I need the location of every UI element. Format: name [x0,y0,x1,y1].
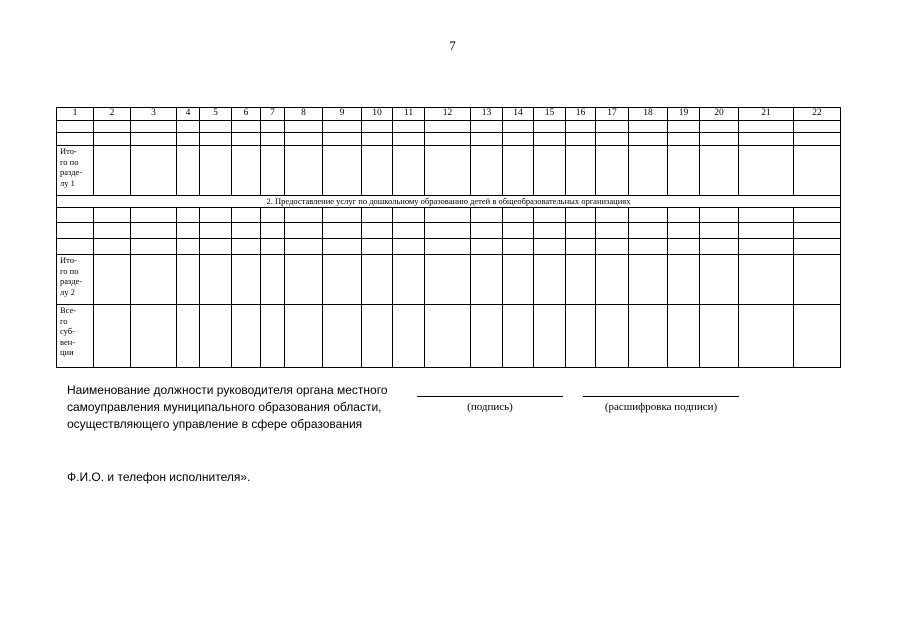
table-cell[interactable] [285,208,323,223]
total-section-2-label: Ито- го по разде- лу 2 [57,255,94,305]
table-cell[interactable] [94,305,131,368]
table-cell[interactable] [232,305,261,368]
table-cell[interactable] [566,255,596,305]
table-cell[interactable] [285,133,323,146]
table-cell[interactable] [131,121,177,133]
table-cell[interactable] [200,121,232,133]
table-cell[interactable] [471,223,503,239]
table-cell[interactable] [596,255,629,305]
table-row [57,121,841,133]
table-cell[interactable] [57,239,94,255]
grand-total-label: Все- го суб- вен- ции [57,305,94,368]
table-cell[interactable] [534,121,566,133]
column-header-21: 21 [739,108,794,121]
table-cell[interactable] [57,208,94,223]
column-header-15: 15 [534,108,566,121]
signature-caption: (подпись) [467,401,513,413]
table-cell[interactable] [503,223,534,239]
table-cell[interactable] [668,208,700,223]
table-cell[interactable] [261,255,285,305]
table-cell[interactable] [232,146,261,196]
column-header-17: 17 [596,108,629,121]
column-header-9: 9 [323,108,362,121]
table-cell[interactable] [425,239,471,255]
table-cell[interactable] [596,305,629,368]
column-header-6: 6 [232,108,261,121]
table-cell[interactable] [794,255,841,305]
total-section-2-row [57,255,841,305]
table-cell[interactable] [596,223,629,239]
column-header-12: 12 [425,108,471,121]
table-cell[interactable] [393,223,425,239]
table-cell[interactable] [739,239,794,255]
table-cell[interactable] [700,255,739,305]
table-cell[interactable] [534,239,566,255]
table-cell[interactable] [57,223,94,239]
column-header-5: 5 [200,108,232,121]
table-cell[interactable] [425,121,471,133]
table-cell[interactable] [566,133,596,146]
table-cell[interactable] [200,133,232,146]
table-cell[interactable] [629,239,668,255]
table-cell[interactable] [285,146,323,196]
table-cell[interactable] [393,305,425,368]
section-2-header-row [57,196,841,208]
table-cell[interactable] [668,305,700,368]
table-cell[interactable] [794,239,841,255]
column-header-14: 14 [503,108,534,121]
table-cell[interactable] [739,255,794,305]
table-cell[interactable] [629,305,668,368]
table-cell[interactable] [131,305,177,368]
table-cell[interactable] [323,133,362,146]
table-cell[interactable] [425,208,471,223]
column-header-4: 4 [177,108,200,121]
table-cell[interactable] [739,133,794,146]
table-cell[interactable] [700,146,739,196]
table-cell[interactable] [425,223,471,239]
table-cell[interactable] [94,133,131,146]
table-cell[interactable] [362,121,393,133]
table-cell[interactable] [131,146,177,196]
page-number: 7 [449,38,456,53]
table-cell[interactable] [285,239,323,255]
table-cell[interactable] [94,121,131,133]
column-header-3: 3 [131,108,177,121]
section-2-title: 2. Предоставление услуг по дошкольному образованию детей в общеобразовательных организациях [57,196,841,208]
table-cell[interactable] [739,305,794,368]
table-cell[interactable] [200,239,232,255]
table-cell[interactable] [503,255,534,305]
table-cell[interactable] [566,146,596,196]
table-cell[interactable] [534,208,566,223]
table-cell[interactable] [393,146,425,196]
table-cell[interactable] [629,223,668,239]
table-row [57,133,841,146]
table-cell[interactable] [629,121,668,133]
table-cell[interactable] [534,305,566,368]
table-cell[interactable] [362,146,393,196]
table-cell[interactable] [566,223,596,239]
table-cell[interactable] [232,223,261,239]
column-header-10: 10 [362,108,393,121]
table-cell[interactable] [261,223,285,239]
table-cell[interactable] [425,255,471,305]
table-cell[interactable] [232,208,261,223]
table-cell[interactable] [566,121,596,133]
table-cell[interactable] [94,239,131,255]
head-position-text: Наименование должности руководителя органа местного самоуправления муниципального образования области, осуществляющего управление в сфере образования [67,383,388,431]
table-cell[interactable] [261,305,285,368]
table-cell[interactable] [700,239,739,255]
table-cell[interactable] [131,208,177,223]
table-cell[interactable] [261,146,285,196]
table-cell[interactable] [471,121,503,133]
column-header-18: 18 [629,108,668,121]
table-cell[interactable] [503,121,534,133]
table-cell[interactable] [425,146,471,196]
table-cell[interactable] [177,239,200,255]
grand-total-row [57,305,841,368]
table-cell[interactable] [534,223,566,239]
table-cell[interactable] [177,121,200,133]
table-cell[interactable] [425,305,471,368]
table-cell[interactable] [131,239,177,255]
table-cell[interactable] [629,208,668,223]
table-cell[interactable] [794,146,841,196]
table-cell[interactable] [131,133,177,146]
table-cell[interactable] [232,239,261,255]
table-cell[interactable] [94,223,131,239]
column-header-row [57,108,841,121]
table-cell[interactable] [503,146,534,196]
table-cell[interactable] [393,121,425,133]
table-row [57,223,841,239]
table-cell[interactable] [629,146,668,196]
table-cell[interactable] [503,208,534,223]
table-cell[interactable] [323,223,362,239]
table-cell[interactable] [131,223,177,239]
table-cell[interactable] [668,121,700,133]
table-cell[interactable] [393,133,425,146]
column-header-16: 16 [566,108,596,121]
table-cell[interactable] [668,239,700,255]
table-cell[interactable] [362,133,393,146]
table-cell[interactable] [794,305,841,368]
table-cell[interactable] [700,133,739,146]
table-cell[interactable] [566,239,596,255]
table-cell[interactable] [794,223,841,239]
column-header-11: 11 [393,108,425,121]
table-cell[interactable] [739,223,794,239]
signature-transcript-line[interactable] [583,396,739,397]
column-header-7: 7 [261,108,285,121]
column-header-19: 19 [668,108,700,121]
table-cell[interactable] [285,255,323,305]
table-cell[interactable] [57,133,94,146]
table-cell[interactable] [177,305,200,368]
table-cell[interactable] [261,133,285,146]
table-cell[interactable] [700,305,739,368]
table-cell[interactable] [534,133,566,146]
table-cell[interactable] [285,223,323,239]
table-cell[interactable] [534,146,566,196]
table-cell[interactable] [739,121,794,133]
table-cell[interactable] [596,133,629,146]
table-cell[interactable] [471,208,503,223]
table-cell[interactable] [323,255,362,305]
table-cell[interactable] [362,239,393,255]
table-cell[interactable] [200,208,232,223]
table-cell[interactable] [503,133,534,146]
table-cell[interactable] [596,121,629,133]
table-cell[interactable] [700,121,739,133]
table-cell[interactable] [393,208,425,223]
table-cell[interactable] [261,121,285,133]
table-cell[interactable] [629,133,668,146]
table-cell[interactable] [261,208,285,223]
table-cell[interactable] [596,208,629,223]
column-header-22: 22 [794,108,841,121]
table-cell[interactable] [94,208,131,223]
table-cell[interactable] [503,305,534,368]
executor-text: Ф.И.О. и телефон исполнителя». [67,470,251,484]
table-cell[interactable] [362,305,393,368]
table-cell[interactable] [425,133,471,146]
table-cell[interactable] [393,255,425,305]
table-cell[interactable] [323,146,362,196]
table-cell[interactable] [285,121,323,133]
table-cell[interactable] [323,208,362,223]
table-cell[interactable] [177,255,200,305]
table-cell[interactable] [668,133,700,146]
table-cell[interactable] [471,239,503,255]
table-cell[interactable] [471,133,503,146]
table-cell[interactable] [794,121,841,133]
table-cell[interactable] [362,208,393,223]
table-cell[interactable] [177,223,200,239]
table-cell[interactable] [177,146,200,196]
table-cell[interactable] [285,305,323,368]
column-header-13: 13 [471,108,503,121]
table-cell[interactable] [700,208,739,223]
table-cell[interactable] [232,133,261,146]
table-cell[interactable] [393,239,425,255]
table-cell[interactable] [596,146,629,196]
total-section-1-label: Ито- го по разде- лу 1 [57,146,94,196]
table-cell[interactable] [700,223,739,239]
table-cell[interactable] [94,255,131,305]
column-header-20: 20 [700,108,739,121]
signature-line[interactable] [417,396,563,397]
total-section-1-row [57,146,841,196]
signature-transcript-caption: (расшифровка подписи) [604,401,718,413]
table-cell[interactable] [177,133,200,146]
table-cell[interactable] [668,223,700,239]
table-cell[interactable] [596,239,629,255]
column-header-2: 2 [94,108,131,121]
table-cell[interactable] [739,146,794,196]
table-row [57,208,841,223]
table-row [57,239,841,255]
table-cell[interactable] [794,133,841,146]
table-cell[interactable] [177,208,200,223]
subvention-table [56,107,841,368]
table-cell[interactable] [57,121,94,133]
table-cell[interactable] [668,255,700,305]
table-cell[interactable] [534,255,566,305]
table-cell[interactable] [94,146,131,196]
table-cell[interactable] [794,208,841,223]
table-cell[interactable] [261,239,285,255]
table-cell[interactable] [200,305,232,368]
table-cell[interactable] [362,223,393,239]
table-cell[interactable] [471,146,503,196]
column-header-1: 1 [57,108,94,121]
table-cell[interactable] [232,255,261,305]
column-header-8: 8 [285,108,323,121]
table-cell[interactable] [232,121,261,133]
table-cell[interactable] [323,305,362,368]
table-cell[interactable] [471,305,503,368]
table-cell[interactable] [566,208,596,223]
table-cell[interactable] [323,121,362,133]
table-cell[interactable] [131,255,177,305]
table-cell[interactable] [739,208,794,223]
table-cell[interactable] [200,255,232,305]
table-cell[interactable] [362,255,393,305]
table-cell[interactable] [200,146,232,196]
table-cell[interactable] [323,239,362,255]
table-cell[interactable] [566,305,596,368]
table-cell[interactable] [668,146,700,196]
table-cell[interactable] [200,223,232,239]
table-cell[interactable] [629,255,668,305]
table-cell[interactable] [503,239,534,255]
table-cell[interactable] [471,255,503,305]
